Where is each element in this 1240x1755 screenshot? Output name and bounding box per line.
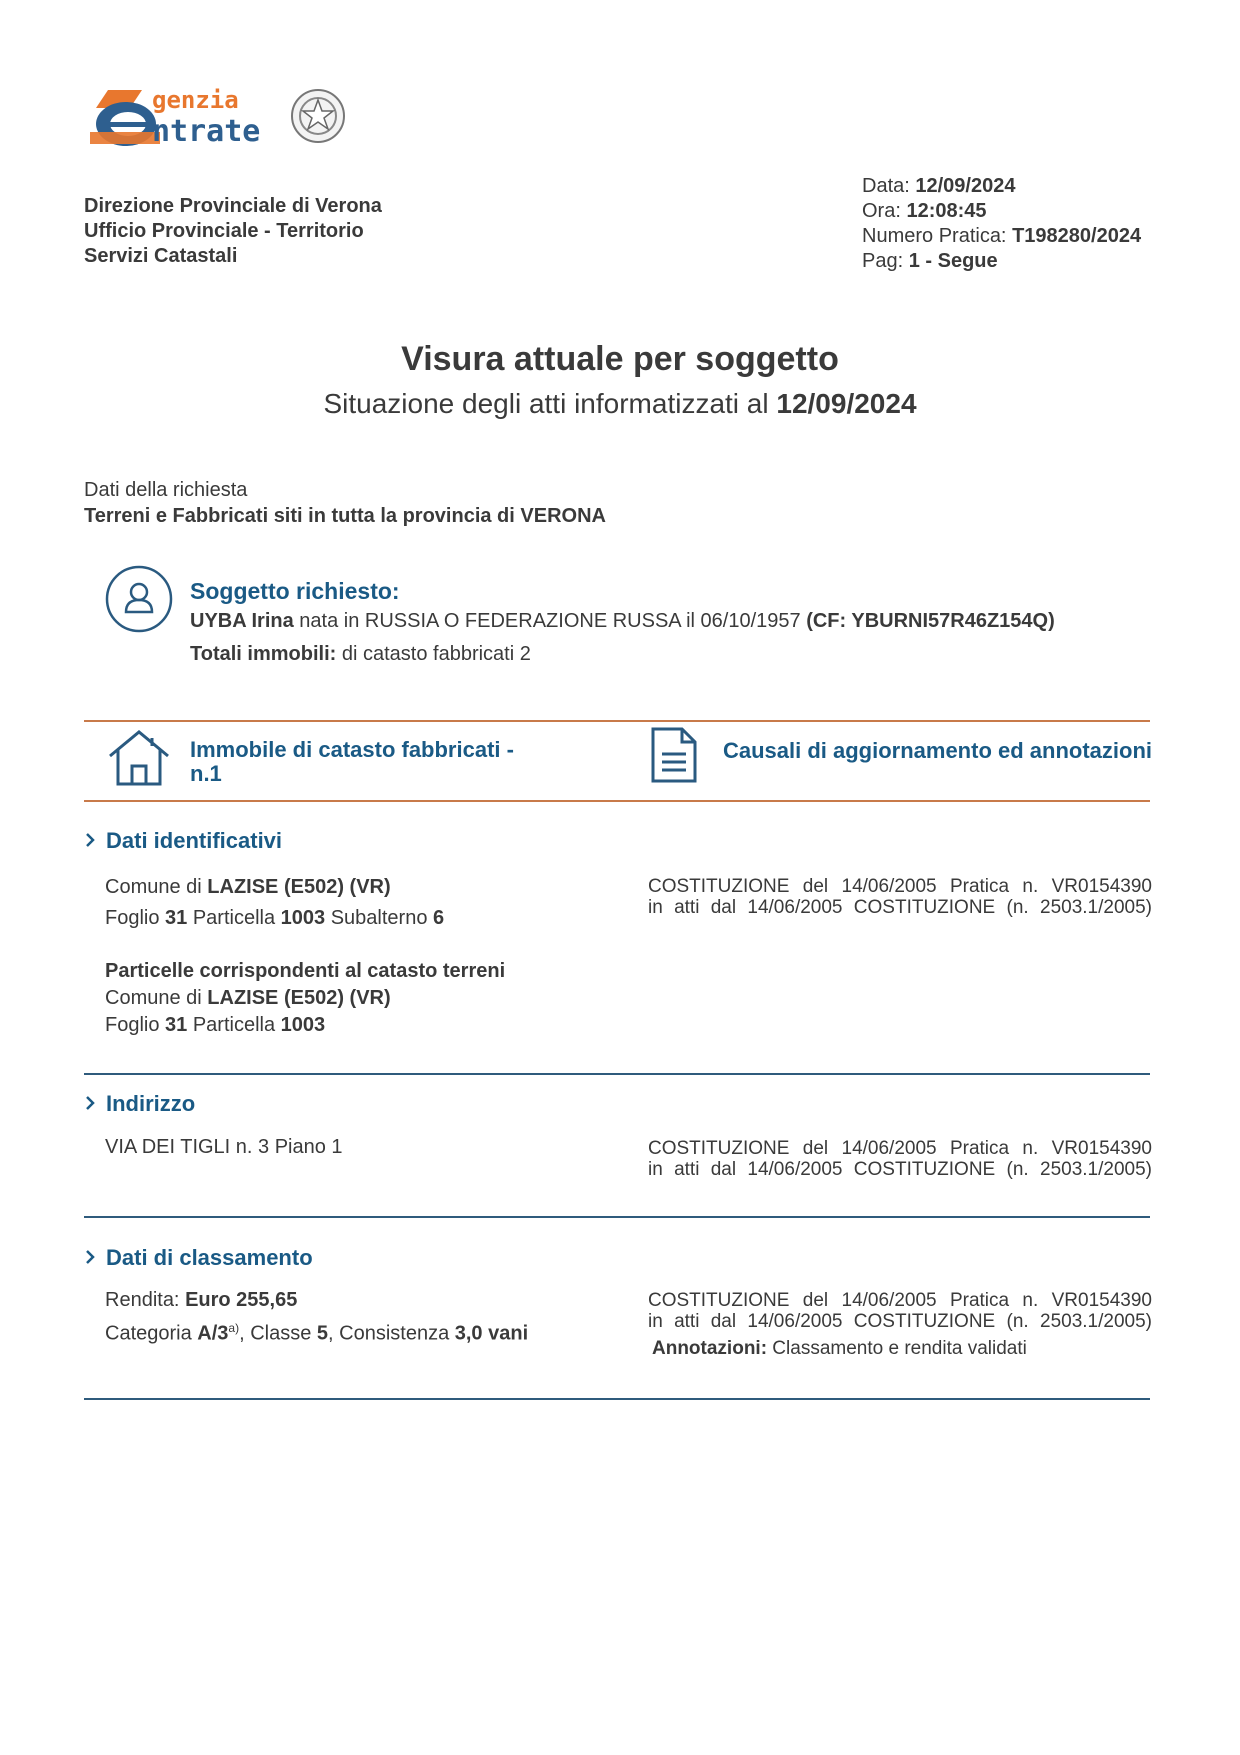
terreni-foglio-line: Foglio 31 Particella 1003 [105, 1014, 326, 1036]
meta-date: Data: 12/09/2024 [862, 175, 1016, 197]
section-dati-identificativi: Dati identificativi [84, 828, 282, 854]
house-icon [106, 726, 172, 788]
categoria-line: Categoria A/3$^{a)}$, Classe 5, Consistenza 3,0 vani [105, 1321, 529, 1345]
logo-word-agenzia: genzia [152, 86, 239, 114]
subject-heading: Soggetto richiesto: [190, 578, 400, 604]
classamento-causale: COSTITUZIONE del 14/06/2005 Pratica n. VR0154390 in atti dal 14/06/2005 COSTITUZIONE (n. 2503.1/2005) [648, 1290, 1152, 1332]
band-top-rule [84, 720, 1150, 722]
indirizzo-value: VIA DEI TIGLI n. 3 Piano 1 [105, 1136, 343, 1158]
identificativi-left [105, 872, 444, 934]
meta-pratica: Numero Pratica: T198280/2024 [862, 225, 1142, 247]
subject-totals: Totali immobili: di catasto fabbricati 2 [190, 643, 531, 665]
subject-birth: nata in RUSSIA O FEDERAZIONE RUSSA il 06/10/1957 [293, 610, 807, 632]
logo-word-entrate: ntrate [152, 114, 261, 149]
comune-line: Comune di LAZISE (E502) (VR) [105, 876, 391, 898]
section-dati-classamento: Dati di classamento [84, 1245, 313, 1271]
document-title: Visura attuale per soggetto [401, 340, 839, 378]
divider-1 [84, 1073, 1150, 1075]
band-bottom-rule [84, 800, 1150, 802]
office-line-2: Ufficio Provinciale - Territorio [84, 220, 364, 242]
section-indirizzo: Indirizzo [84, 1091, 195, 1117]
request-label: Dati della richiesta [84, 479, 248, 501]
request-block [84, 477, 606, 529]
identificativi-causale: COSTITUZIONE del 14/06/2005 Pratica n. VR0154390 in atti dal 14/06/2005 COSTITUZIONE (n. 2503.1/2005) [648, 876, 1152, 918]
meta-block [862, 174, 1141, 274]
foglio-line: Foglio 31 Particella 1003 Subalterno 6 [105, 907, 445, 929]
terreni-comune-line: Comune di LAZISE (E502) (VR) [105, 987, 391, 1009]
subject-details [190, 610, 1055, 633]
chevron-right-icon [84, 828, 100, 854]
band-left-title: Immobile di catasto fabbricati - n.1 [190, 737, 514, 786]
chevron-right-icon [84, 1091, 100, 1117]
rendita-line: Rendita: Euro 255,65 [105, 1289, 298, 1311]
terreni-block [105, 958, 505, 1039]
subject-name: UYBA Irina [190, 610, 294, 632]
user-icon [104, 564, 174, 634]
meta-time: Ora: 12:08:45 [862, 200, 987, 222]
office-block [84, 194, 382, 269]
office-line-1: Direzione Provinciale di Verona [84, 195, 382, 217]
band-right-title: Causali di aggiornamento ed annotazioni [722, 738, 1152, 763]
document-icon [650, 726, 698, 784]
office-line-3: Servizi Catastali [84, 245, 238, 267]
document-subtitle: Situazione degli atti informatizzati al 12/09/2024 [323, 388, 917, 419]
classamento-left [105, 1286, 528, 1348]
request-value: Terreni e Fabbricati siti in tutta la provincia di VERONA [84, 505, 606, 527]
meta-page: Pag: 1 - Segue [862, 250, 998, 272]
divider-2 [84, 1216, 1150, 1218]
annotazioni-line: Annotazioni: Classamento e rendita validati [652, 1338, 1027, 1359]
indirizzo-causale: COSTITUZIONE del 14/06/2005 Pratica n. VR0154390 in atti dal 14/06/2005 COSTITUZIONE (n. 2503.1/2005) [648, 1138, 1152, 1180]
agenzia-entrate-logo [90, 80, 350, 160]
chevron-right-icon [84, 1245, 100, 1271]
divider-3 [84, 1398, 1150, 1400]
subject-cf: (CF: YBURNI57R46Z154Q) [806, 610, 1055, 632]
terreni-heading: Particelle corrispondenti al catasto terreni [105, 960, 506, 982]
